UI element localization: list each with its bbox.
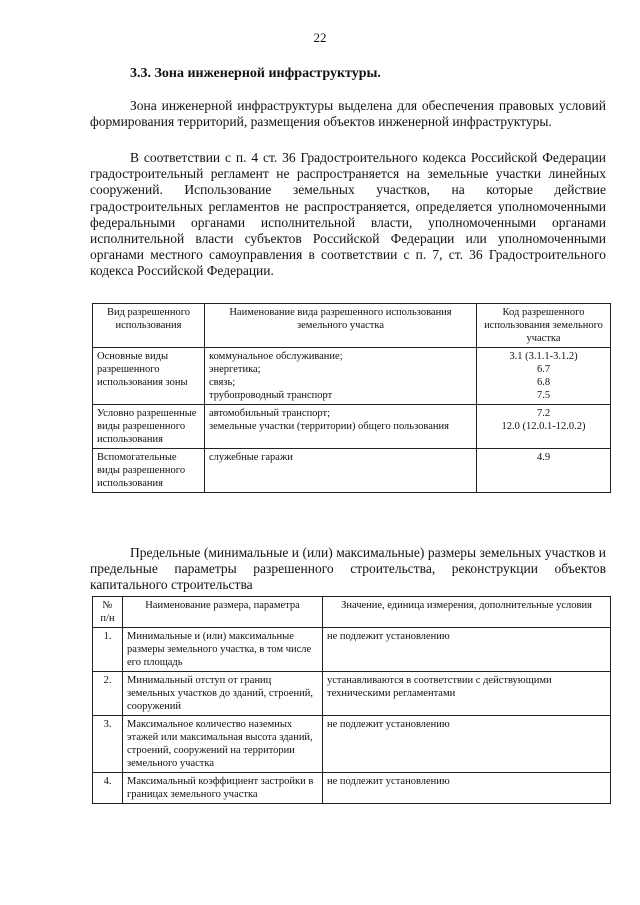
use-type-cell: Условно разрешенные виды разрешенного использования bbox=[93, 405, 205, 449]
use-code: 7.2 bbox=[536, 408, 551, 419]
column-header: Наименование вида разрешенного использования земельного участка bbox=[205, 304, 477, 348]
use-name: трубопроводный транспорт bbox=[209, 390, 333, 401]
table-row bbox=[93, 405, 611, 449]
parameter-value: устанавливаются в соответствии с действующими техническими регламентами bbox=[323, 672, 611, 716]
row-number: 3. bbox=[93, 716, 123, 773]
limits-table bbox=[92, 596, 611, 804]
table-header-row bbox=[93, 304, 611, 348]
column-header: Вид разрешенного использования bbox=[93, 304, 205, 348]
use-codes-cell bbox=[477, 405, 611, 449]
table-row bbox=[93, 773, 611, 804]
table-row bbox=[93, 348, 611, 405]
use-name: служебные гаражи bbox=[209, 452, 293, 463]
use-code: 6.8 bbox=[536, 377, 551, 388]
page-number: 22 bbox=[313, 30, 327, 45]
row-number: 2. bbox=[93, 672, 123, 716]
use-codes-cell bbox=[477, 348, 611, 405]
use-name: связь; bbox=[209, 377, 236, 388]
use-names-cell bbox=[205, 405, 477, 449]
column-header: Значение, единица измерения, дополнительные условия bbox=[323, 597, 611, 628]
paragraph-text: Зона инженерной инфраструктуры выделена для обеспечения правовых условий формирования территорий, размещения объектов инженерной инфраструктуры. bbox=[90, 98, 606, 130]
column-header: Наименование размера, параметра bbox=[123, 597, 323, 628]
paragraph-2 bbox=[90, 150, 606, 280]
use-code: 6.7 bbox=[536, 364, 551, 375]
row-number: 1. bbox=[93, 628, 123, 672]
parameter-name: Максимальный коэффициент застройки в границах земельного участка bbox=[123, 773, 323, 804]
use-name: коммунальное обслуживание; bbox=[209, 351, 343, 362]
row-number: 4. bbox=[93, 773, 123, 804]
parameter-name: Минимальные и (или) максимальные размеры земельного участка, в том числе его площадь bbox=[123, 628, 323, 672]
use-code: 12.0 (12.0.1-12.0.2) bbox=[501, 421, 586, 432]
table-row bbox=[93, 672, 611, 716]
permitted-use-table bbox=[92, 303, 611, 493]
paragraph-text: В соответствии с п. 4 ст. 36 Градостроительного кодекса Российской Федерации градостроительный регламент не распространяется на земельные участки линейных сооружений. Использование земельных участков, на которые действие градостроительных регламентов не распространяется, определяется уполномоченными федеральными органами исполнительной власти, уполномоченными органами исполнительной власти субъектов Российской Федерации или уполномоченными органами местного самоуправления в соответствии с п. 7, ст. 36 Градостроительного кодекса Российской Федерации. bbox=[90, 150, 606, 279]
use-name: энергетика; bbox=[209, 364, 261, 375]
parameter-name: Минимальный отступ от границ земельных участков до зданий, строений, сооружений bbox=[123, 672, 323, 716]
table-header-row bbox=[93, 597, 611, 628]
table-row bbox=[93, 628, 611, 672]
use-code: 7.5 bbox=[536, 390, 551, 401]
use-name: автомобильный транспорт; bbox=[209, 408, 331, 419]
paragraph-1 bbox=[90, 98, 606, 130]
table-row bbox=[93, 449, 611, 493]
use-code: 4.9 bbox=[536, 452, 551, 463]
parameter-value: не подлежит установлению bbox=[323, 628, 611, 672]
use-codes-cell bbox=[477, 449, 611, 493]
limits-intro-text: Предельные (минимальные и (или) максимальные) размеры земельных участков и предельные параметры разрешенного строительства, реконструкции объектов капитального строительства bbox=[90, 545, 606, 593]
use-type-cell: Вспомогательные виды разрешенного использования bbox=[93, 449, 205, 493]
parameter-value: не подлежит установлению bbox=[323, 773, 611, 804]
limits-intro bbox=[90, 545, 606, 594]
use-names-cell bbox=[205, 348, 477, 405]
section-heading: 3.3. Зона инженерной инфраструктуры. bbox=[130, 66, 381, 81]
use-names-cell bbox=[205, 449, 477, 493]
column-header: Код разрешенного использования земельного участка bbox=[477, 304, 611, 348]
parameter-value: не подлежит установлению bbox=[323, 716, 611, 773]
use-type-cell: Основные виды разрешенного использования зоны bbox=[93, 348, 205, 405]
use-name: земельные участки (территории) общего пользования bbox=[209, 421, 449, 432]
column-header: № п/н bbox=[93, 597, 123, 628]
table-row bbox=[93, 716, 611, 773]
use-code: 3.1 (3.1.1-3.1.2) bbox=[509, 351, 578, 362]
parameter-name: Максимальное количество наземных этажей или максимальная высота зданий, строений, сооружений на территории земельного участка bbox=[123, 716, 323, 773]
